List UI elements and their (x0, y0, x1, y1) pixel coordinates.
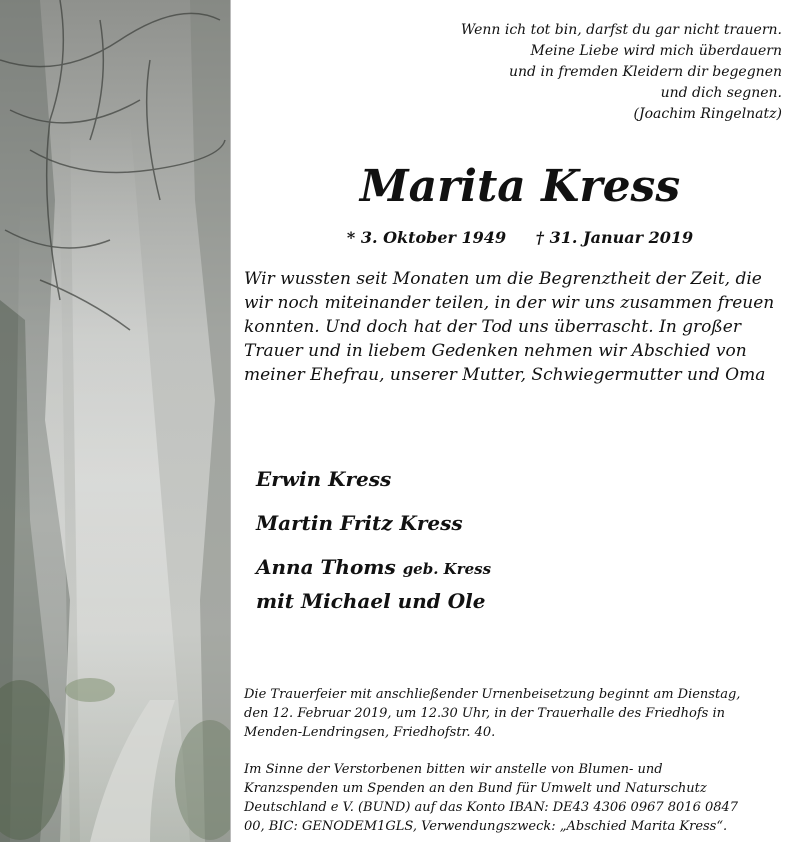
ceremony-info (244, 685, 794, 742)
mourner-name: Anna Thoms (256, 555, 396, 579)
ceremony-line: Menden-Lendringsen, Friedhofstr. 40. (244, 725, 496, 740)
deceased-name: Marita Kress (359, 161, 681, 212)
donation-line: Kranzspenden um Spenden an den Bund für Umwelt und Naturschutz (244, 781, 707, 796)
poem-line: Meine Liebe wird mich überdauern (530, 43, 782, 59)
birth-date: * 3. Oktober 1949 (346, 228, 507, 247)
mourner-maiden-name: geb. Kress (402, 560, 492, 578)
poem (382, 20, 782, 125)
mourner-name: mit Michael und Ole (256, 589, 486, 613)
mourner (256, 586, 776, 616)
poem-author: (Joachim Ringelnatz) (633, 106, 782, 122)
message-line: meiner Ehefrau, unserer Mutter, Schwiegermutter und Oma (244, 365, 766, 385)
poem-line: Wenn ich tot bin, darfst du gar nicht trauern. (460, 22, 782, 38)
message-line: Wir wussten seit Monaten um die Begrenztheit der Zeit, die (244, 269, 762, 289)
mourner (256, 508, 776, 538)
mourner-name: Martin Fritz Kress (256, 511, 463, 535)
poem-line: und in fremden Kleidern dir begegnen (509, 64, 782, 80)
ceremony-line: den 12. Februar 2019, um 12.30 Uhr, in der Trauerhalle des Friedhofs in (244, 706, 726, 721)
poem-line: und dich segnen. (660, 85, 782, 101)
life-dates (240, 226, 800, 250)
mourner (256, 464, 776, 494)
donation-info (244, 760, 794, 836)
donation-line: Deutschland e V. (BUND) auf das Konto IBAN: DE43 4306 0967 8016 0847 (244, 800, 739, 815)
mourner (256, 552, 776, 582)
donation-line: 00, BIC: GENODEM1GLS, Verwendungszweck: „Abschied Marita Kress“. (244, 819, 728, 834)
misty-forest-image (0, 0, 230, 842)
message-line: wir noch miteinander teilen, in der wir uns zusammen freuen (244, 293, 775, 313)
farewell-message (244, 267, 794, 387)
death-date: † 31. Januar 2019 (535, 228, 694, 247)
mourners-list (256, 464, 776, 616)
separator-line (230, 0, 231, 842)
mourner-name: Erwin Kress (256, 467, 392, 491)
donation-line: Im Sinne der Verstorbenen bitten wir anstelle von Blumen- und (244, 762, 663, 777)
forest-illustration (0, 0, 230, 842)
message-line: Trauer und in liebem Gedenken nehmen wir Abschied von (244, 341, 747, 361)
message-line: konnten. Und doch hat der Tod uns überrascht. In großer (244, 317, 741, 337)
ceremony-line: Die Trauerfeier mit anschließender Urnenbeisetzung beginnt am Dienstag, (244, 687, 741, 702)
